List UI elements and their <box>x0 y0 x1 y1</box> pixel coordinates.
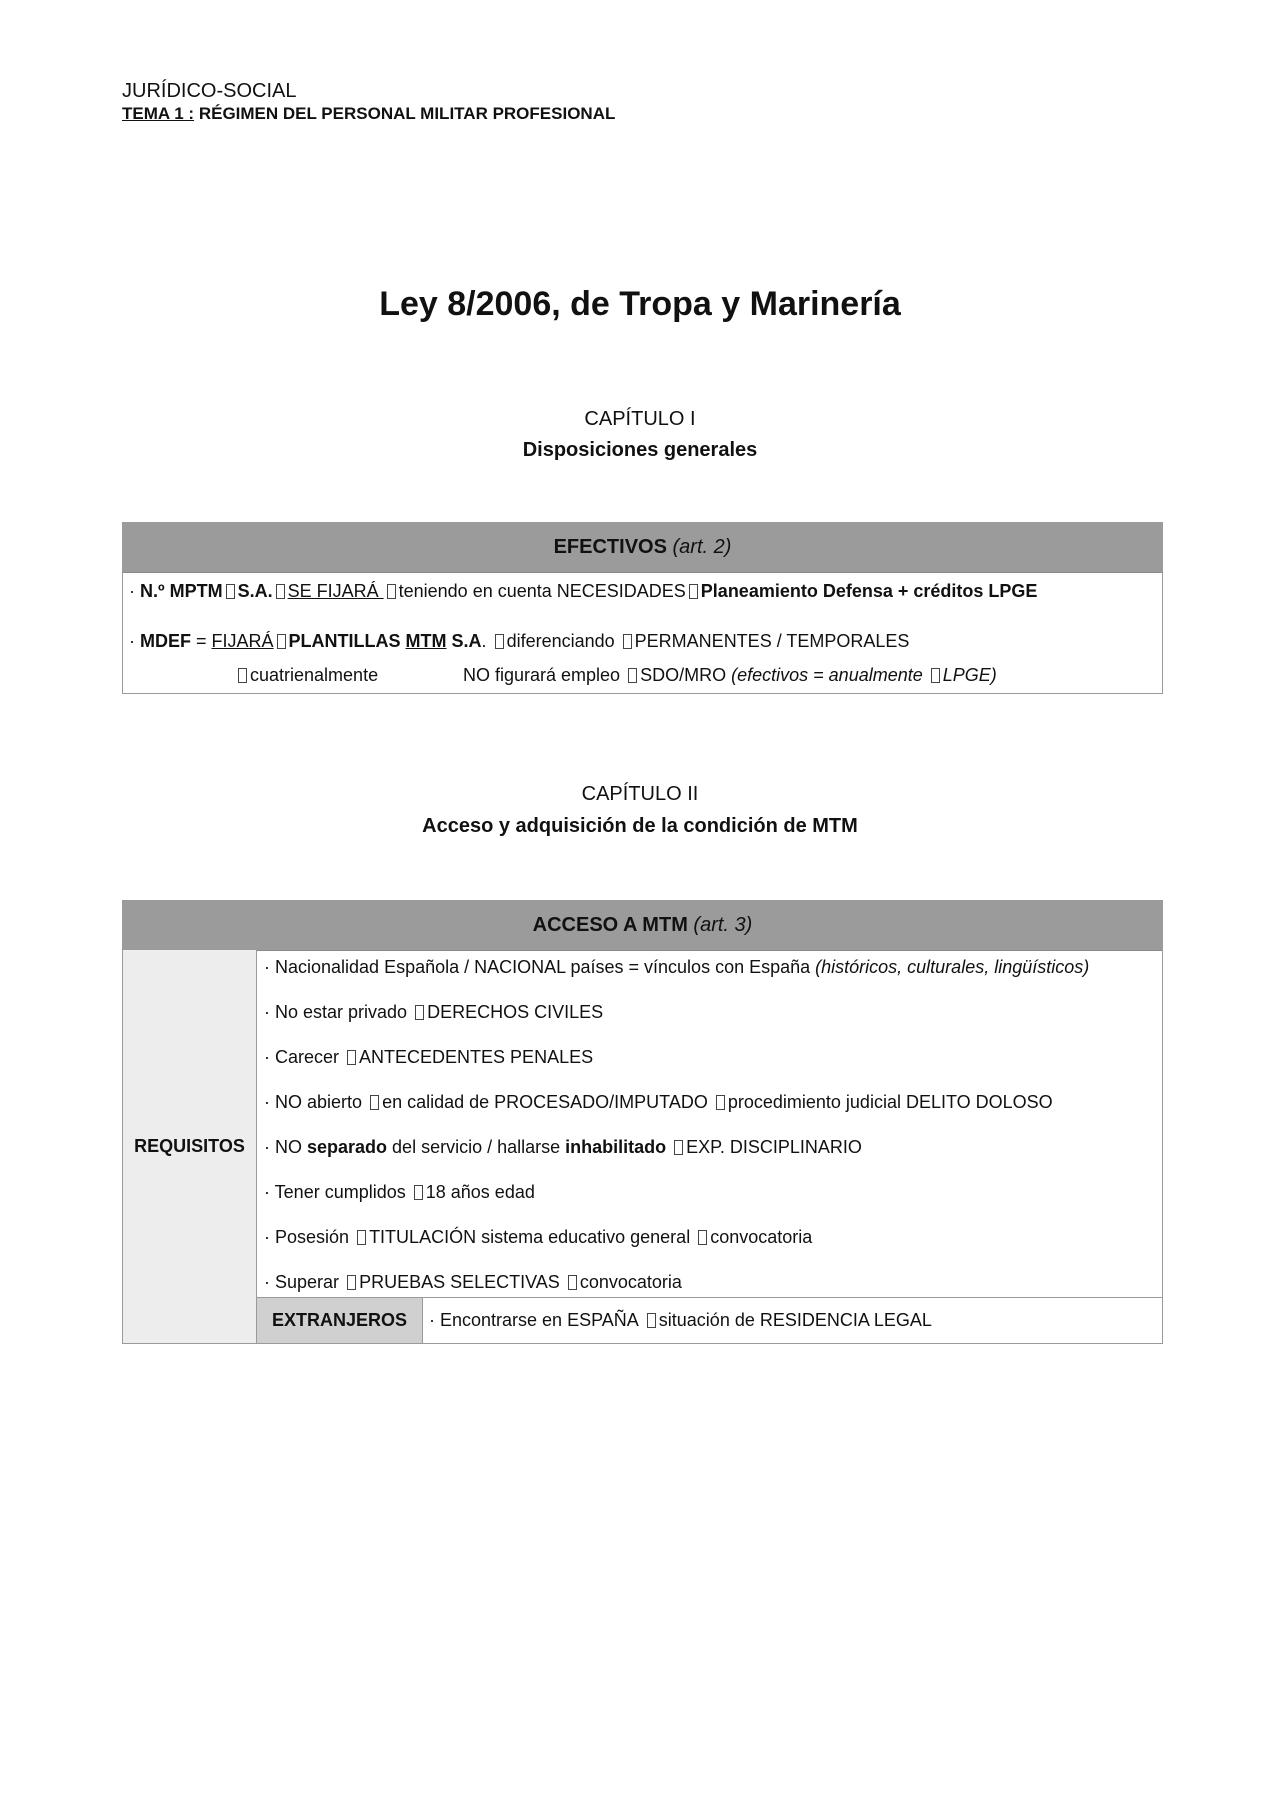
arrow-icon <box>674 1140 683 1155</box>
arrow-icon <box>628 668 637 683</box>
chapter-2-label: CAPÍTULO II <box>581 783 699 805</box>
text-bold: separado <box>307 1137 388 1157</box>
arrow-icon <box>415 1005 424 1020</box>
efectivos-line-1 <box>129 581 1037 602</box>
text: · NO abierto <box>264 1092 363 1112</box>
page-title: Ley 8/2006, de Tropa y Marinería <box>379 285 901 323</box>
arrow-icon <box>623 634 632 649</box>
arrow-icon <box>568 1275 577 1290</box>
acceso-header-title: ACCESO A MTM <box>532 914 688 936</box>
text: 18 años edad <box>425 1182 535 1202</box>
text-underline: SE FIJARÁ <box>287 581 384 601</box>
arrow-icon <box>277 634 286 649</box>
text-bold-underline: MTM <box>405 631 447 651</box>
text: TITULACIÓN sistema educativo general <box>369 1227 691 1247</box>
text: · No estar privado <box>264 1002 408 1022</box>
text: · Superar <box>264 1272 340 1292</box>
text: convocatoria <box>579 1272 682 1292</box>
acceso-header <box>123 901 1162 951</box>
requisito-8 <box>264 1272 682 1293</box>
arrow-icon <box>370 1095 379 1110</box>
text: en calidad de PROCESADO/IMPUTADO <box>382 1092 708 1112</box>
efectivos-line-3b <box>463 665 997 686</box>
text: cuatrienalmente <box>250 665 379 685</box>
text-bold: Planeamiento Defensa + créditos LPGE <box>700 581 1038 601</box>
arrow-icon <box>387 584 396 599</box>
text: DERECHOS CIVILES <box>427 1002 604 1022</box>
arrow-icon <box>357 1230 366 1245</box>
text: PERMANENTES / TEMPORALES <box>634 631 910 651</box>
text: PRUEBAS SELECTIVAS <box>359 1272 560 1292</box>
acceso-header-article: (art. 3) <box>693 914 753 936</box>
extranjeros-value <box>423 1297 1162 1343</box>
arrow-icon <box>226 584 235 599</box>
requisito-7 <box>264 1227 812 1248</box>
arrow-icon <box>931 668 940 683</box>
arrow-icon <box>716 1095 725 1110</box>
text: ANTECEDENTES PENALES <box>359 1047 594 1067</box>
text-bold: S.A <box>446 631 482 651</box>
text: = <box>191 631 212 651</box>
text-bold: PLANTILLAS <box>288 631 406 651</box>
efectivos-line-3a <box>235 665 378 686</box>
text: NO figurará empleo <box>463 665 621 685</box>
efectivos-header <box>123 523 1162 573</box>
text: · Encontrarse en ESPAÑA <box>429 1310 639 1330</box>
arrow-icon <box>238 668 247 683</box>
efectivos-header-article: (art. 2) <box>672 536 732 558</box>
text: diferenciando <box>506 631 615 651</box>
arrow-icon <box>698 1230 707 1245</box>
bullet: · <box>129 631 140 651</box>
text: SDO/MRO <box>640 665 727 685</box>
arrow-icon <box>495 634 504 649</box>
requisito-5 <box>264 1137 862 1158</box>
bullet: · <box>129 581 140 601</box>
text: EXP. DISCIPLINARIO <box>686 1137 862 1157</box>
efectivos-line-2 <box>129 631 909 652</box>
text-italic: LPGE) <box>942 665 997 685</box>
text-italic: (históricos, culturales, lingüísticos) <box>815 957 1090 977</box>
arrow-icon <box>414 1185 423 1200</box>
text-underline: FIJARÁ <box>211 631 274 651</box>
requisito-3 <box>264 1047 593 1068</box>
chapter-2-subtitle: Acceso y adquisición de la condición de MTM <box>422 815 858 837</box>
text: · Carecer <box>264 1047 340 1067</box>
text: convocatoria <box>710 1227 813 1247</box>
requisitos-label: REQUISITOS <box>123 950 257 1343</box>
text-bold: N.º MPTM <box>140 581 223 601</box>
text: situación de RESIDENCIA LEGAL <box>658 1310 932 1330</box>
text: teniendo en cuenta NECESIDADES <box>398 581 686 601</box>
doc-tema <box>122 104 615 124</box>
tema-title: RÉGIMEN DEL PERSONAL MILITAR PROFESIONAL <box>198 104 616 123</box>
chapter-1-label: CAPÍTULO I <box>584 408 696 430</box>
text-bold: MDEF <box>140 631 191 651</box>
text: . <box>481 631 487 651</box>
arrow-icon <box>347 1050 356 1065</box>
requisito-2 <box>264 1002 603 1023</box>
text: · Tener cumplidos <box>264 1182 406 1202</box>
efectivos-header-title: EFECTIVOS <box>553 536 667 558</box>
tema-label: TEMA 1 : <box>122 104 195 123</box>
requisito-6 <box>264 1182 535 1203</box>
text: · NO <box>264 1137 307 1157</box>
text: · Posesión <box>264 1227 350 1247</box>
requisito-1 <box>264 957 1089 978</box>
text: · Nacionalidad Española / NACIONAL países = vínculos con España <box>264 957 816 977</box>
acceso-table <box>122 900 1163 1344</box>
arrow-icon <box>347 1275 356 1290</box>
extranjeros-label: EXTRANJEROS <box>257 1297 423 1343</box>
text: procedimiento judicial DELITO DOLOSO <box>727 1092 1053 1112</box>
text: del servicio / hallarse <box>387 1137 566 1157</box>
chapter-1-subtitle: Disposiciones generales <box>522 439 758 461</box>
arrow-icon <box>647 1313 656 1328</box>
arrow-icon <box>689 584 698 599</box>
text-bold: S.A. <box>237 581 273 601</box>
text-bold: inhabilitado <box>565 1137 667 1157</box>
text-italic: (efectivos = anualmente <box>731 665 923 685</box>
efectivos-table <box>122 522 1163 694</box>
doc-subject: JURÍDICO-SOCIAL <box>122 80 297 102</box>
requisito-4 <box>264 1092 1053 1113</box>
arrow-icon <box>276 584 285 599</box>
